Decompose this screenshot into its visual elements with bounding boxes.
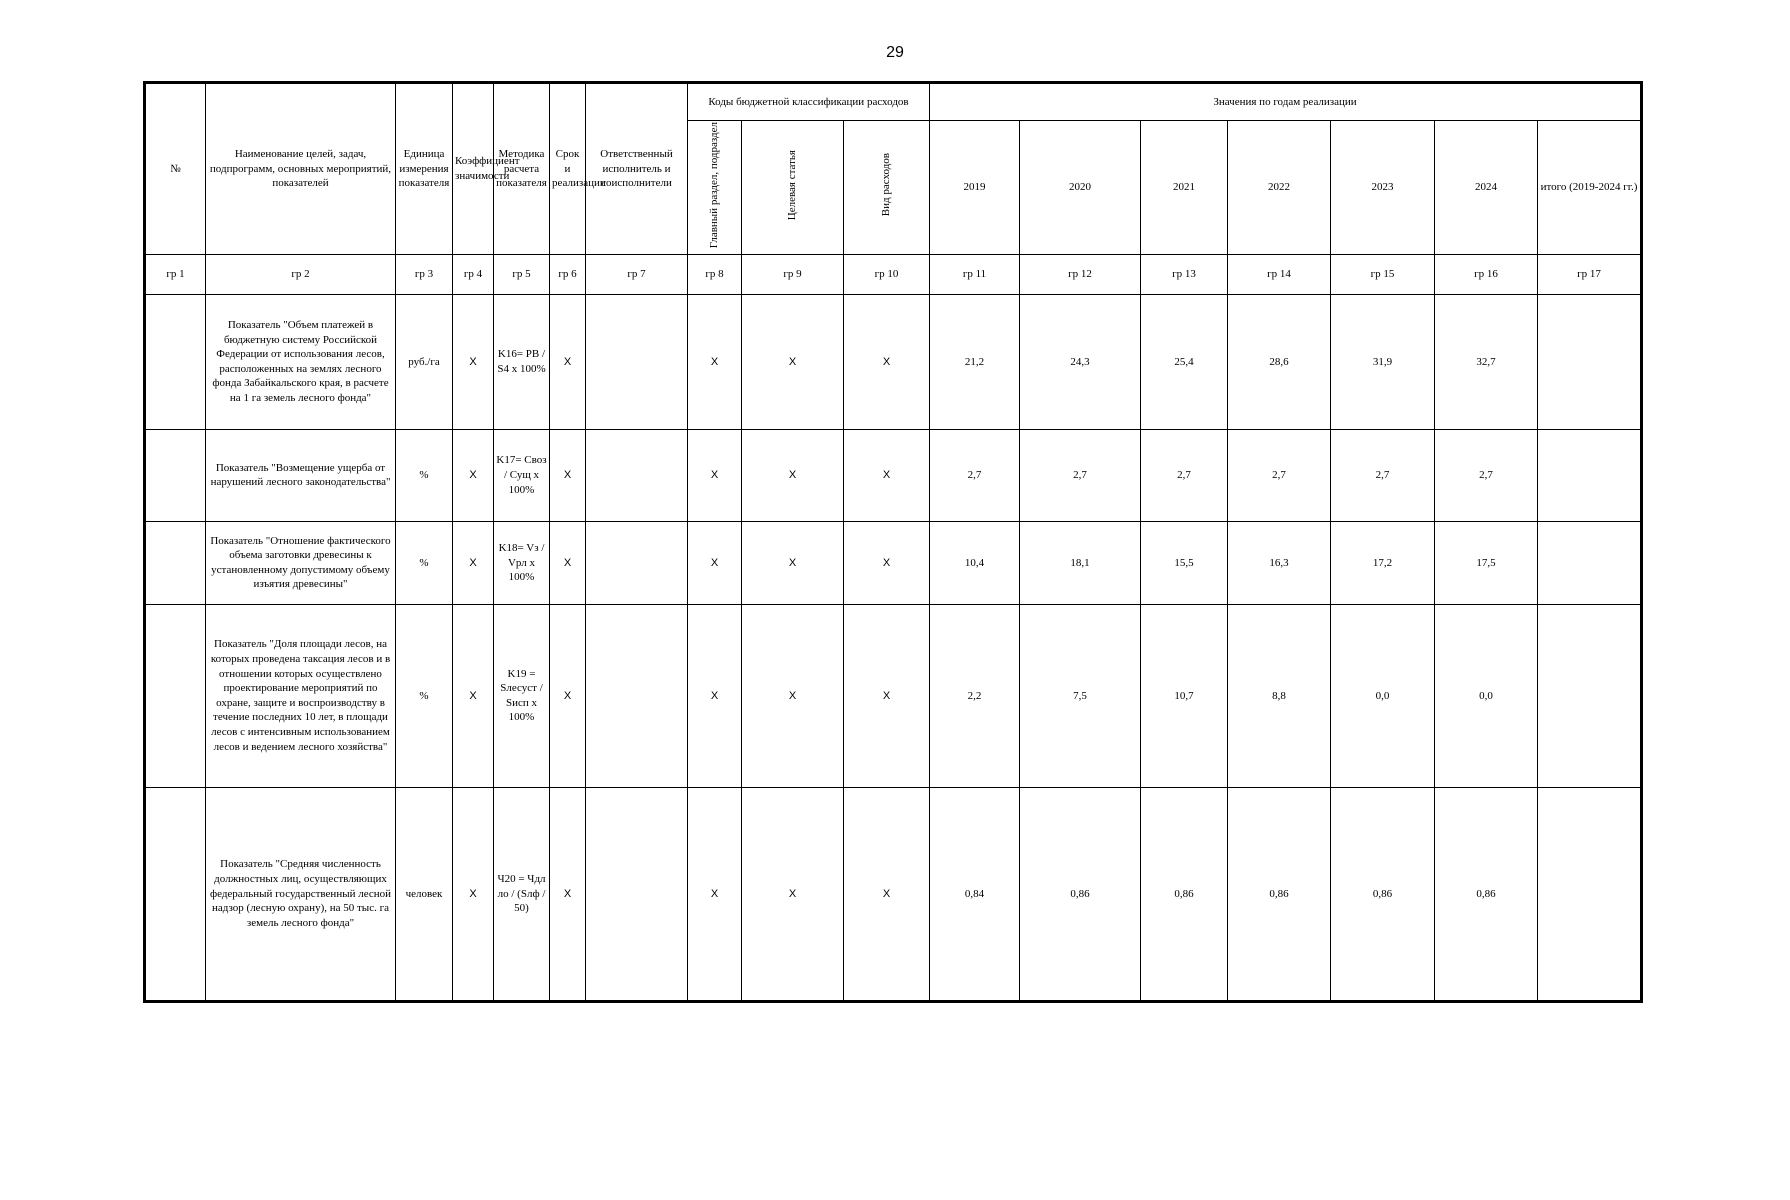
indicator-method: K16= PB / S4 x 100% [494, 294, 550, 429]
value-2020: 2,7 [1020, 429, 1141, 521]
table-row [145, 521, 1642, 604]
value-total [1538, 787, 1642, 1001]
value-2021: 15,5 [1141, 521, 1228, 604]
table-row [145, 429, 1642, 521]
indicator-name: Показатель "Объем платежей в бюджетную систему Российской Федерации от использования лесов, расположенных на землях лесного фонда Забайкальского края, в расчете на 1 га земель лесного фонда" [206, 294, 396, 429]
value-total [1538, 429, 1642, 521]
value-total [1538, 521, 1642, 604]
value-2023: 31,9 [1331, 294, 1435, 429]
group-number: гр 9 [742, 254, 844, 294]
budget-code-target: X [742, 787, 844, 1001]
header-no: № [145, 83, 206, 255]
budget-code-target: X [742, 294, 844, 429]
budget-code-expense: X [844, 521, 930, 604]
value-2021: 2,7 [1141, 429, 1228, 521]
budget-code-target: X [742, 521, 844, 604]
value-2022: 8,8 [1228, 604, 1331, 787]
value-2021: 25,4 [1141, 294, 1228, 429]
group-number: гр 12 [1020, 254, 1141, 294]
indicator-term: X [550, 294, 586, 429]
budget-code-expense: X [844, 294, 930, 429]
header-unit: Единица измерения показателя [396, 83, 453, 255]
value-total [1538, 604, 1642, 787]
group-number: гр 8 [688, 254, 742, 294]
header-total: итого (2019-2024 гг.) [1538, 121, 1642, 255]
indicators-table [143, 81, 1643, 1003]
group-number: гр 2 [206, 254, 396, 294]
group-number: гр 15 [1331, 254, 1435, 294]
indicator-name: Показатель "Средняя численность должностных лиц, осуществляющих федеральный государственный лесной надзор (лесную охрану), на 50 тыс. га земель лесного фонда" [206, 787, 396, 1001]
indicator-method: Ч20 = Чдл ло / (Sлф / 50) [494, 787, 550, 1001]
header-year-2019: 2019 [930, 121, 1020, 255]
group-number: гр 6 [550, 254, 586, 294]
header-year-2020: 2020 [1020, 121, 1141, 255]
indicator-name: Показатель "Возмещение ущерба от нарушений лесного законодательства" [206, 429, 396, 521]
indicator-executor [586, 521, 688, 604]
value-2022: 2,7 [1228, 429, 1331, 521]
value-2022: 28,6 [1228, 294, 1331, 429]
value-2024: 2,7 [1435, 429, 1538, 521]
indicator-coef: X [453, 604, 494, 787]
value-2019: 10,4 [930, 521, 1020, 604]
indicator-term: X [550, 429, 586, 521]
budget-code-expense: X [844, 787, 930, 1001]
indicator-name: Показатель "Отношение фактического объема заготовки древесины к установленному допустимому объему изъятия древесины" [206, 521, 396, 604]
indicator-term: X [550, 787, 586, 1001]
indicator-method: K19 = Sлесуст / Sисп x 100% [494, 604, 550, 787]
row-no-cell [145, 521, 206, 604]
value-2021: 0,86 [1141, 787, 1228, 1001]
budget-code-main: X [688, 429, 742, 521]
header-year-2022: 2022 [1228, 121, 1331, 255]
value-2019: 2,2 [930, 604, 1020, 787]
header-main-section-cell [688, 121, 742, 255]
group-number: гр 16 [1435, 254, 1538, 294]
value-2019: 2,7 [930, 429, 1020, 521]
value-2023: 2,7 [1331, 429, 1435, 521]
budget-code-expense: X [844, 429, 930, 521]
budget-code-main: X [688, 294, 742, 429]
indicator-executor [586, 429, 688, 521]
value-2022: 16,3 [1228, 521, 1331, 604]
value-2023: 17,2 [1331, 521, 1435, 604]
indicator-term: X [550, 604, 586, 787]
value-2020: 24,3 [1020, 294, 1141, 429]
value-2024: 17,5 [1435, 521, 1538, 604]
indicator-executor [586, 787, 688, 1001]
value-2019: 0,84 [930, 787, 1020, 1001]
row-no-cell [145, 604, 206, 787]
group-number: гр 11 [930, 254, 1020, 294]
indicator-method: K17= Своз / Сущ x 100% [494, 429, 550, 521]
value-2021: 10,7 [1141, 604, 1228, 787]
group-number: гр 3 [396, 254, 453, 294]
budget-code-target: X [742, 604, 844, 787]
group-number: гр 14 [1228, 254, 1331, 294]
value-2020: 0,86 [1020, 787, 1141, 1001]
budget-code-target: X [742, 429, 844, 521]
header-budget-codes: Коды бюджетной классификации расходов [688, 83, 930, 121]
header-method: Методика расчета показателя [494, 83, 550, 255]
value-2024: 32,7 [1435, 294, 1538, 429]
group-number: гр 13 [1141, 254, 1228, 294]
indicator-executor [586, 294, 688, 429]
header-executor: Ответственный исполнитель и соисполнители [586, 83, 688, 255]
indicator-unit: человек [396, 787, 453, 1001]
indicator-unit: % [396, 604, 453, 787]
indicator-coef: X [453, 521, 494, 604]
table-row [145, 604, 1642, 787]
page-number: 29 [886, 44, 904, 61]
budget-code-expense: X [844, 604, 930, 787]
budget-code-main: X [688, 787, 742, 1001]
table-row [145, 787, 1642, 1001]
row-no-cell [145, 294, 206, 429]
header-target-article: Целевая статья [786, 149, 799, 221]
row-no-cell [145, 429, 206, 521]
value-2020: 18,1 [1020, 521, 1141, 604]
budget-code-main: X [688, 521, 742, 604]
group-number: гр 10 [844, 254, 930, 294]
header-year-2023: 2023 [1331, 121, 1435, 255]
header-values-by-year: Значения по годам реализации [930, 83, 1642, 121]
value-2022: 0,86 [1228, 787, 1331, 1001]
header-year-2024: 2024 [1435, 121, 1538, 255]
indicator-unit: % [396, 429, 453, 521]
header-expense-type-cell [844, 121, 930, 255]
header-term: Срок и реализации [550, 83, 586, 255]
indicator-unit: руб./га [396, 294, 453, 429]
header-expense-type: Вид расходов [880, 153, 893, 217]
table-row [145, 294, 1642, 429]
value-2024: 0,86 [1435, 787, 1538, 1001]
group-number: гр 1 [145, 254, 206, 294]
value-2024: 0,0 [1435, 604, 1538, 787]
budget-code-main: X [688, 604, 742, 787]
header-name: Наименование целей, задач, подпрограмм, основных мероприятий, показателей [206, 83, 396, 255]
header-target-article-cell [742, 121, 844, 255]
indicator-unit: % [396, 521, 453, 604]
indicator-coef: X [453, 294, 494, 429]
value-2023: 0,0 [1331, 604, 1435, 787]
indicator-name: Показатель "Доля площади лесов, на которых проведена таксация лесов и в отношении которых осуществлено проектирование мероприятий по охране, защите и воспроизводству в течение последних 10 лет, в площади лесов с интенсивным использованием лесов и ведением лесного хозяйства" [206, 604, 396, 787]
indicator-method: K18= Vз / Vрл x 100% [494, 521, 550, 604]
value-2020: 7,5 [1020, 604, 1141, 787]
indicator-executor [586, 604, 688, 787]
indicator-coef: X [453, 787, 494, 1001]
row-no-cell [145, 787, 206, 1001]
value-2019: 21,2 [930, 294, 1020, 429]
header-main-section: Главный раздел, подраздел [708, 122, 721, 249]
header-coef: Коэффициент значимости [453, 83, 494, 255]
value-total [1538, 294, 1642, 429]
header-year-2021: 2021 [1141, 121, 1228, 255]
group-number: гр 4 [453, 254, 494, 294]
group-number: гр 17 [1538, 254, 1642, 294]
group-number: гр 7 [586, 254, 688, 294]
value-2023: 0,86 [1331, 787, 1435, 1001]
indicator-term: X [550, 521, 586, 604]
group-number: гр 5 [494, 254, 550, 294]
indicator-coef: X [453, 429, 494, 521]
